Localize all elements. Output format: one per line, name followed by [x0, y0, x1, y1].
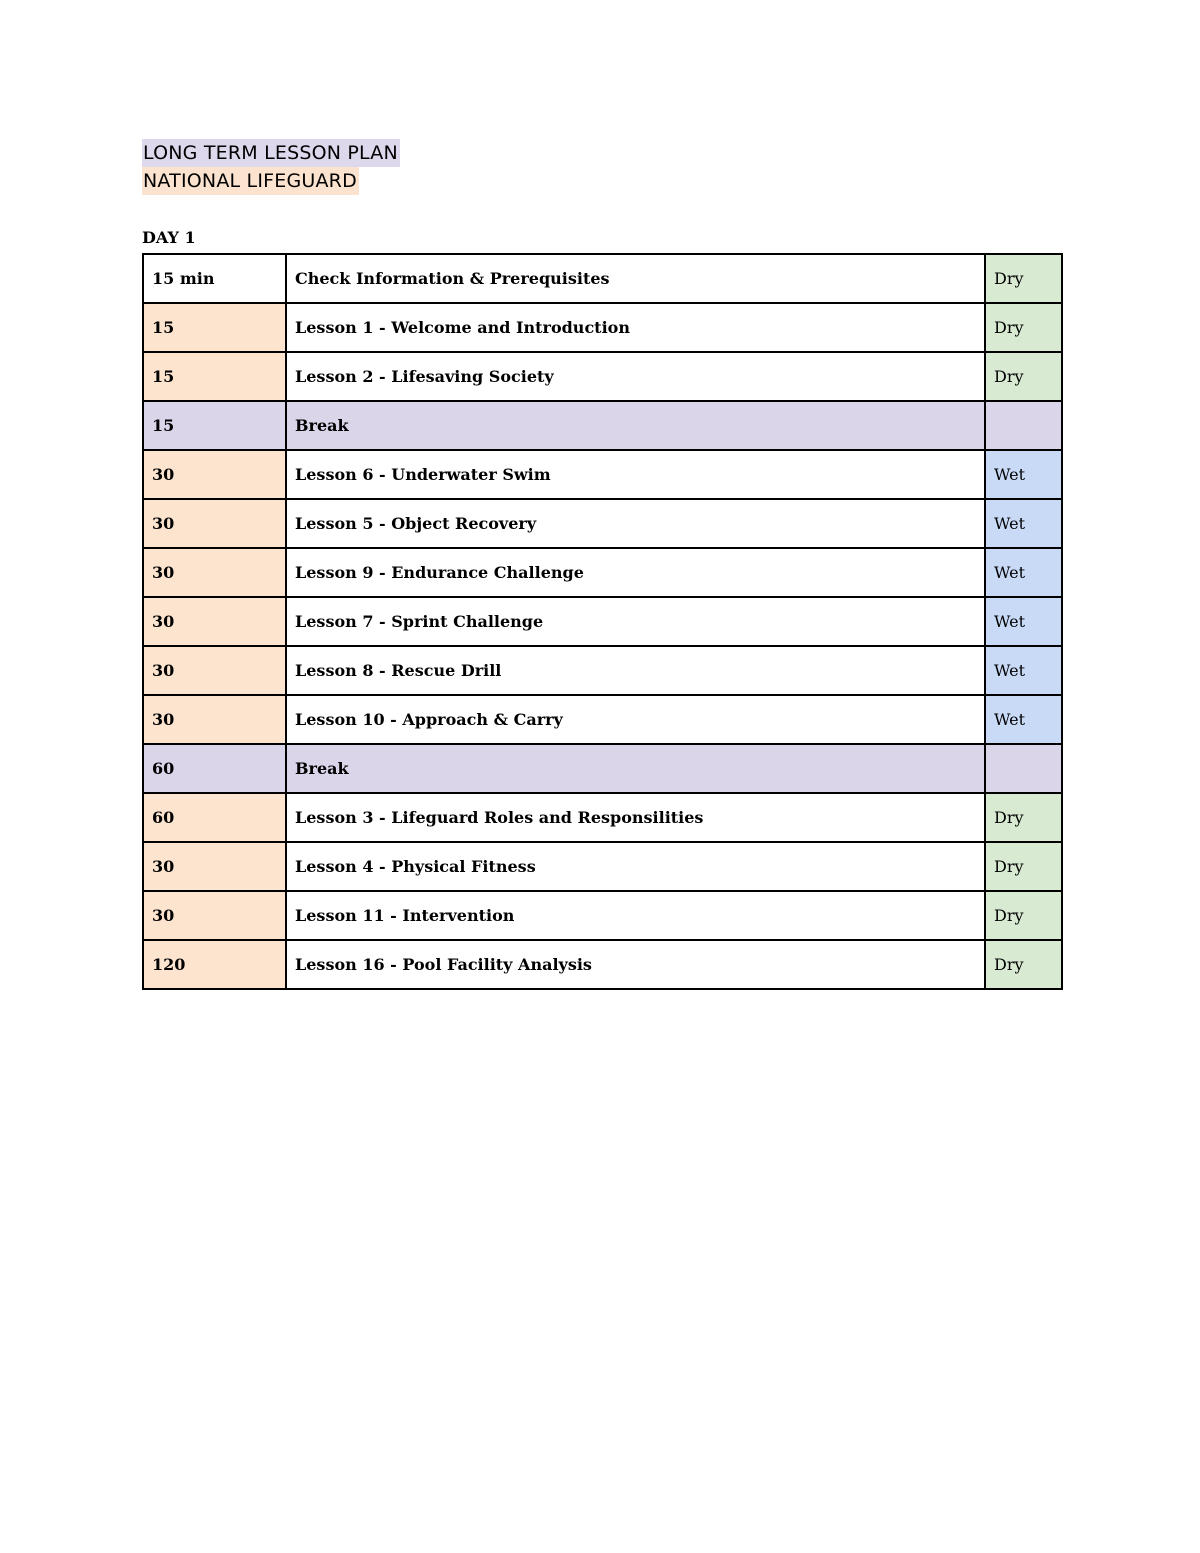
session-type-cell: Wet: [985, 646, 1062, 695]
document-subtitle: NATIONAL LIFEGUARD: [142, 167, 359, 195]
activity-cell: Lesson 7 - Sprint Challenge: [286, 597, 985, 646]
duration-cell: 30: [143, 646, 286, 695]
session-type-cell: Dry: [985, 940, 1062, 989]
duration-cell: 120: [143, 940, 286, 989]
activity-cell: Lesson 8 - Rescue Drill: [286, 646, 985, 695]
activity-cell: Lesson 3 - Lifeguard Roles and Responsilities: [286, 793, 985, 842]
duration-cell: 30: [143, 450, 286, 499]
duration-cell: 15: [143, 303, 286, 352]
activity-cell: Lesson 4 - Physical Fitness: [286, 842, 985, 891]
activity-cell: Lesson 10 - Approach & Carry: [286, 695, 985, 744]
lesson-row: [143, 891, 1062, 940]
lesson-row: [143, 940, 1062, 989]
session-type-cell: Dry: [985, 254, 1062, 303]
duration-cell: 15: [143, 401, 286, 450]
activity-cell: Lesson 5 - Object Recovery: [286, 499, 985, 548]
session-type-cell: Wet: [985, 548, 1062, 597]
duration-cell: 30: [143, 548, 286, 597]
duration-cell: 30: [143, 499, 286, 548]
activity-cell: Check Information & Prerequisites: [286, 254, 985, 303]
session-type-cell: Dry: [985, 303, 1062, 352]
break-row: [143, 401, 1062, 450]
lesson-row: [143, 499, 1062, 548]
activity-cell: Lesson 2 - Lifesaving Society: [286, 352, 985, 401]
duration-cell: 15: [143, 352, 286, 401]
activity-cell: Lesson 11 - Intervention: [286, 891, 985, 940]
duration-cell: 15 min: [143, 254, 286, 303]
lesson-row: [143, 450, 1062, 499]
session-type-cell: Dry: [985, 352, 1062, 401]
lesson-plan-table: [142, 253, 1063, 990]
lesson-row: [143, 352, 1062, 401]
lesson-plan-body: [143, 254, 1062, 989]
session-type-cell: [985, 744, 1062, 793]
lesson-row: [143, 597, 1062, 646]
duration-cell: 30: [143, 695, 286, 744]
session-type-cell: Wet: [985, 597, 1062, 646]
session-type-cell: Dry: [985, 842, 1062, 891]
activity-cell: Lesson 9 - Endurance Challenge: [286, 548, 985, 597]
lesson-row: [143, 303, 1062, 352]
session-type-cell: Dry: [985, 891, 1062, 940]
lesson-row: [143, 646, 1062, 695]
duration-cell: 30: [143, 842, 286, 891]
session-type-cell: [985, 401, 1062, 450]
session-type-cell: Wet: [985, 695, 1062, 744]
session-type-cell: Dry: [985, 793, 1062, 842]
session-type-cell: Wet: [985, 450, 1062, 499]
break-row: [143, 744, 1062, 793]
day-label: DAY 1: [142, 228, 196, 247]
duration-cell: 60: [143, 793, 286, 842]
break-label-cell: Break: [286, 744, 985, 793]
lesson-row: [143, 842, 1062, 891]
title-block: [142, 139, 400, 195]
duration-cell: 30: [143, 597, 286, 646]
lesson-row: [143, 548, 1062, 597]
lesson-row: [143, 695, 1062, 744]
lesson-row: [143, 793, 1062, 842]
activity-cell: Lesson 1 - Welcome and Introduction: [286, 303, 985, 352]
lesson-row: [143, 254, 1062, 303]
document-title: LONG TERM LESSON PLAN: [142, 139, 400, 167]
duration-cell: 30: [143, 891, 286, 940]
duration-cell: 60: [143, 744, 286, 793]
session-type-cell: Wet: [985, 499, 1062, 548]
activity-cell: Lesson 16 - Pool Facility Analysis: [286, 940, 985, 989]
break-label-cell: Break: [286, 401, 985, 450]
activity-cell: Lesson 6 - Underwater Swim: [286, 450, 985, 499]
